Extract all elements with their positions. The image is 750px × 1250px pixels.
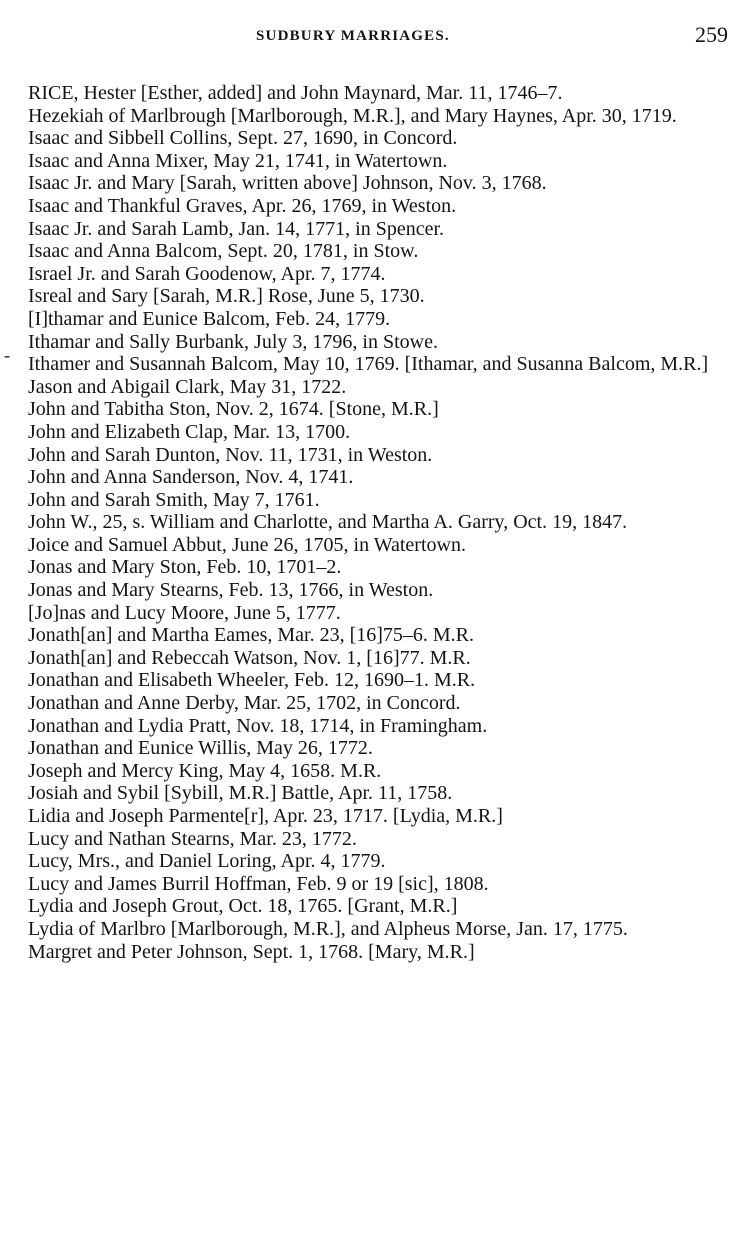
entry-ithamar-sally: Ithamar and Sally Burbank, July 3, 1796, in Stowe. <box>28 330 438 353</box>
entry-john-sarah-smith: John and Sarah Smith, May 7, 1761. <box>28 488 320 511</box>
entry-joice-samuel: Joice and Samuel Abbut, June 26, 1705, in Watertown. <box>28 533 466 556</box>
entry-isreal-sary: Isreal and Sary [Sarah, M.R.] Rose, June 5, 1730. <box>28 285 425 308</box>
entry-lydia-alpheus: Lydia of Marlbro [Marlborough, M.R.], and Alpheus Morse, Jan. 17, 1775. <box>28 917 628 940</box>
entry-isaac-jr-mary: Isaac Jr. and Mary [Sarah, written above] Johnson, Nov. 3, 1768. <box>28 172 547 195</box>
entry-joseph-mercy: Joseph and Mercy King, May 4, 1658. M.R. <box>28 759 382 782</box>
page-header <box>0 22 750 52</box>
entry-john-elizabeth: John and Elizabeth Clap, Mar. 13, 1700. <box>28 420 351 443</box>
entry-isaac-thankful: Isaac and Thankful Graves, Apr. 26, 1769, in Weston. <box>28 194 457 217</box>
entry-isaac-jr-sarah: Isaac Jr. and Sarah Lamb, Jan. 14, 1771, in Spencer. <box>28 217 445 240</box>
entry-margret-peter: Margret and Peter Johnson, Sept. 1, 1768. [Mary, M.R.] <box>28 940 475 963</box>
entry-lidia-joseph: Lidia and Joseph Parmente[r], Apr. 23, 1717. [Lydia, M.R.] <box>28 805 503 827</box>
entry-jonas-lucy: [Jo]nas and Lucy Moore, June 5, 1777. <box>28 601 341 624</box>
marriage-entries-list <box>28 82 728 963</box>
entry-lucy-james: Lucy and James Burril Hoffman, Feb. 9 or 19 [sic], 1808. <box>28 872 489 895</box>
entry-isaac-anna-balcom: Isaac and Anna Balcom, Sept. 20, 1781, in Stow. <box>28 240 419 263</box>
entry-john-anna: John and Anna Sanderson, Nov. 4, 1741. <box>28 466 354 489</box>
running-title: SUDBURY MARRIAGES. <box>256 28 450 44</box>
entry-john-sarah-dunton: John and Sarah Dunton, Nov. 11, 1731, in Weston. <box>28 443 433 466</box>
entry-ithamar-eunice: [I]thamar and Eunice Balcom, Feb. 24, 1779. <box>28 307 391 330</box>
entry-isaac-anna-mixer: Isaac and Anna Mixer, May 21, 1741, in Watertown. <box>28 149 448 172</box>
entry-jonathan-eunice: Jonathan and Eunice Willis, May 26, 1772. <box>28 737 373 760</box>
entry-jason-abigail: Jason and Abigail Clark, May 31, 1722. <box>28 375 347 398</box>
entry-jonas-mary-ston: Jonas and Mary Ston, Feb. 10, 1701–2. <box>28 556 342 579</box>
entry-ithamer-susannah: Ithamer and Susannah Balcom, May 10, 1769. [Ithamar, and Susanna Balcom, M.R.] <box>28 353 709 376</box>
entry-jonathan-elisabeth: Jonathan and Elisabeth Wheeler, Feb. 12, 1690–1. M.R. <box>28 669 476 692</box>
entry-lucy-nathan: Lucy and Nathan Stearns, Mar. 23, 1772. <box>28 827 357 850</box>
entry-israel-jr: Israel Jr. and Sarah Goodenow, Apr. 7, 1774. <box>28 262 386 285</box>
entry-josiah-sybil: Josiah and Sybil [Sybill, M.R.] Battle, Apr. 11, 1758. <box>28 782 453 805</box>
entry-john-tabitha: John and Tabitha Ston, Nov. 2, 1674. [Stone, M.R.] <box>28 398 439 421</box>
entry-lucy-daniel: Lucy, Mrs., and Daniel Loring, Apr. 4, 1779. <box>28 850 386 873</box>
page-number: 259 <box>695 22 728 47</box>
entry-john-w: John W., 25, s. William and Charlotte, and Martha A. Garry, Oct. 19, 1847. <box>28 511 628 534</box>
entry-hezekiah: Hezekiah of Marlbrough [Marlborough, M.R.], and Mary Haynes, Apr. 30, 1719. <box>28 104 677 127</box>
entry-lydia-joseph-grout: Lydia and Joseph Grout, Oct. 18, 1765. [Grant, M.R.] <box>28 895 458 918</box>
entry-jonathan-lydia: Jonathan and Lydia Pratt, Nov. 18, 1714, in Framingham. <box>28 714 488 737</box>
entry-jonathan-martha: Jonath[an] and Martha Eames, Mar. 23, [16]75–6. M.R. <box>28 624 475 647</box>
entry-jonathan-rebeccah: Jonath[an] and Rebeccah Watson, Nov. 1, [16]77. M.R. <box>28 646 471 669</box>
margin-mark: - <box>4 345 10 365</box>
entry-rice-hester: RICE, Hester [Esther, added] and John Maynard, Mar. 11, 1746–7. <box>28 82 563 104</box>
entry-jonas-mary-stearns: Jonas and Mary Stearns, Feb. 13, 1766, in Weston. <box>28 579 434 602</box>
entry-jonathan-anne: Jonathan and Anne Derby, Mar. 25, 1702, in Concord. <box>28 692 461 715</box>
entry-isaac-sibbell: Isaac and Sibbell Collins, Sept. 27, 1690, in Concord. <box>28 127 458 150</box>
